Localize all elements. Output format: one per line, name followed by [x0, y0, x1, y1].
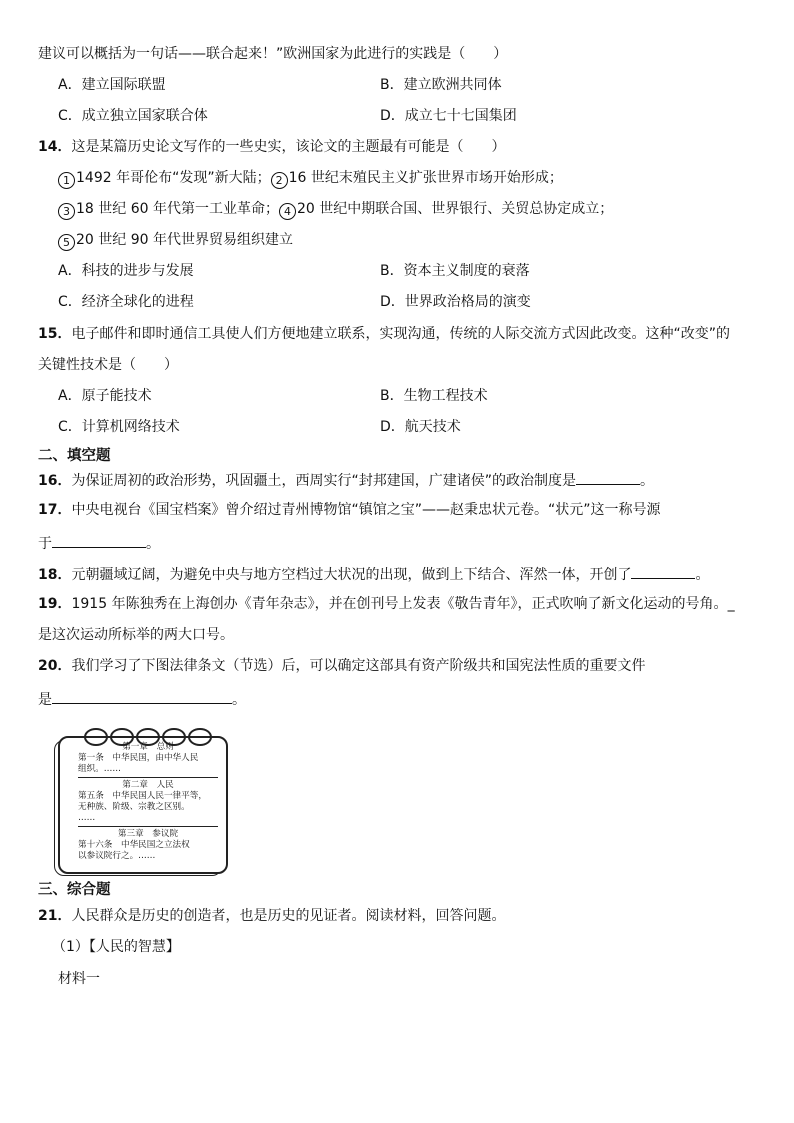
- q13-option-c: C．成立独立国家联合体: [58, 108, 208, 124]
- q14-stem: [38, 137, 505, 157]
- q15-option-c: C．计算机网络技术: [58, 419, 180, 435]
- q13-option-d: D．成立七十七国集团: [380, 108, 517, 124]
- article-16: 第十六条 中华民国之立法权: [78, 840, 190, 850]
- q13-option-b: B．建立欧洲共同体: [380, 77, 502, 93]
- divider: [78, 826, 218, 827]
- q19-line2: 是这次运动所标举的两大口号。: [38, 627, 234, 643]
- q17-line1: [38, 500, 661, 520]
- q16-number: 16．: [38, 473, 72, 489]
- q18-text: 元朝疆域辽阔，为避免中央与地方空档过大状况的出现，做到上下结合、浑然一体，开创了: [71, 567, 632, 583]
- article-1: 第一条 中华民国，由中华人民: [78, 753, 199, 763]
- q18-number: 18．: [38, 567, 72, 583]
- q19-text-1: 1915 年陈独秀在上海创办《青年杂志》，并在创刊号上发表《敬告青年》，正式吹响了新文化运动的号角。: [71, 596, 728, 612]
- q20-number: 20．: [38, 658, 72, 674]
- q15-stem-line2: 关键性技术是（ ）: [38, 357, 178, 373]
- article-5-ellipsis: ……: [78, 813, 96, 823]
- q17-text-1: 中央电视台《国宝档案》曾介绍过青州博物馆“镇馆之宝”——赵秉忠状元卷。“状元”这一称号源: [71, 502, 661, 518]
- article-5: 第五条 中华民国人民一律平等，: [78, 791, 207, 801]
- q17-text-2: 于: [38, 536, 52, 552]
- q14-fact-1-mark: 1: [58, 172, 75, 189]
- law-notebook-illustration: [58, 730, 228, 872]
- q14-fact-2-mark: 2: [271, 172, 288, 189]
- q17-line2: [38, 532, 160, 554]
- q20-text-2: 是: [38, 692, 52, 708]
- q20-line2: [38, 688, 246, 710]
- q13-option-a: A．建立国际联盟: [58, 77, 166, 93]
- q14-fact-2: 16 世纪末殖民主义扩张世界市场开始形成；: [288, 170, 563, 186]
- q17-number: 17．: [38, 502, 72, 518]
- q18-answer-blank[interactable]: [631, 563, 695, 579]
- q21-material-1: 材料一: [58, 971, 100, 987]
- article-16-cont: 以参议院行之。……: [78, 851, 156, 861]
- q15-option-a: A．原子能技术: [58, 388, 152, 404]
- q14-option-d: D．世界政治格局的演变: [380, 294, 531, 310]
- notebook-content: [78, 742, 218, 862]
- q14-facts-row-3: [58, 230, 293, 251]
- q13-stem-continuation: 建议可以概括为一句话——联合起来！”欧洲国家为此进行的实践是（ ）: [38, 46, 508, 62]
- q14-option-b: B．资本主义制度的衰落: [380, 263, 530, 279]
- chapter-2-title: 第二章 人民: [122, 780, 174, 790]
- q16-answer-blank[interactable]: [576, 469, 640, 485]
- q19-answer-blank[interactable]: _: [727, 596, 735, 612]
- q16: [38, 469, 654, 491]
- divider: [78, 777, 218, 778]
- q17-answer-blank[interactable]: [52, 532, 146, 548]
- q21-sub-1: （1）【人民的智慧】: [52, 939, 180, 955]
- q18: [38, 563, 709, 585]
- q14-facts-row-1: [58, 168, 563, 189]
- q15-number: 15．: [38, 326, 72, 342]
- q19-line1: [38, 594, 735, 614]
- q20-answer-blank[interactable]: [52, 688, 232, 704]
- q17-end: 。: [146, 536, 160, 552]
- q14-fact-5: 20 世纪 90 年代世界贸易组织建立: [76, 232, 293, 248]
- q14-option-c: C．经济全球化的进程: [58, 294, 194, 310]
- q14-number: 14．: [38, 139, 72, 155]
- q14-facts-row-2: [58, 199, 613, 220]
- q15-option-d: D．航天技术: [380, 419, 461, 435]
- article-1-cont: 组织。……: [78, 764, 121, 774]
- section-comprehensive-heading: 三、综合题: [38, 882, 111, 898]
- q15-stem-line1: [38, 324, 730, 344]
- q21-number: 21．: [38, 908, 72, 924]
- q16-text: 为保证周初的政治形势，巩固疆土，西周实行“封邦建国，广建诸侯”的政治制度是: [71, 473, 576, 489]
- q14-fact-1: 1492 年哥伦布“发现”新大陆；: [76, 170, 271, 186]
- q15-stem-text-1: 电子邮件和即时通信工具使人们方便地建立联系，实现沟通，传统的人际交流方式因此改变。这种“改变”的: [71, 326, 730, 342]
- q16-end: 。: [640, 473, 654, 489]
- q14-stem-text: 这是某篇历史论文写作的一些史实，该论文的主题最有可能是（ ）: [71, 139, 506, 155]
- q14-fact-4: 20 世纪中期联合国、世界银行、关贸总协定成立；: [296, 201, 614, 217]
- q14-option-a: A．科技的进步与发展: [58, 263, 194, 279]
- q14-fact-3: 18 世纪 60 年代第一工业革命；: [76, 201, 279, 217]
- q21-stem: [38, 906, 505, 926]
- chapter-3-title: 第三章 参议院: [117, 829, 179, 839]
- q15-option-b: B．生物工程技术: [380, 388, 488, 404]
- article-5-cont: 无种族、阶级、宗教之区别。: [78, 802, 190, 812]
- chapter-1-title: 第一章 总则: [122, 742, 174, 752]
- q14-fact-5-mark: 5: [58, 234, 75, 251]
- q21-stem-text: 人民群众是历史的创造者，也是历史的见证者。阅读材料，回答问题。: [71, 908, 506, 924]
- q14-fact-4-mark: 4: [279, 203, 296, 220]
- q20-line1: [38, 656, 645, 676]
- section-fill-in-heading: 二、填空题: [38, 448, 111, 464]
- q18-end: 。: [695, 567, 710, 583]
- q14-fact-3-mark: 3: [58, 203, 75, 220]
- q19-number: 19．: [38, 596, 72, 612]
- q20-end: 。: [232, 692, 246, 708]
- q20-text-1: 我们学习了下图法律条文（节选）后，可以确定这部具有资产阶级共和国宪法性质的重要文件: [71, 658, 646, 674]
